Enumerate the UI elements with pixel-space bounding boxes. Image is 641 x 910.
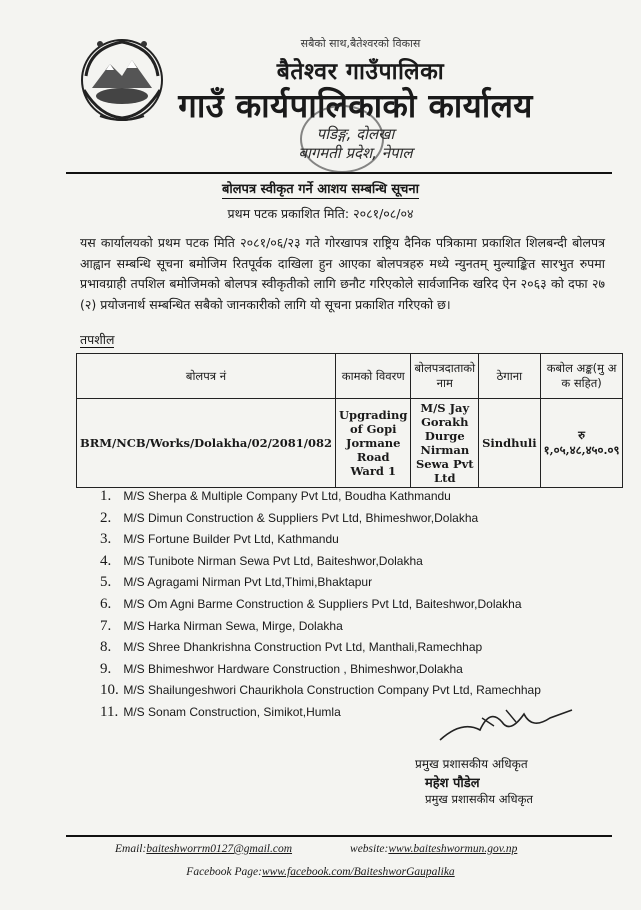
- bidder-list: [100, 486, 620, 724]
- office-name: गाउँ कार्यपालिकाको कार्यालय: [178, 86, 533, 125]
- list-item: 9. M/S Bhimeshwor Hardware Construction , Bhimeshwor,Dolakha: [100, 660, 463, 677]
- facebook-label: Facebook Page:: [186, 866, 262, 878]
- email-label: Email:: [115, 843, 147, 855]
- list-item: 10. M/S Shailungeshwori Chaurikhola Construction Company Pvt Ltd, Ramechhap: [100, 682, 541, 699]
- list-item: 8. M/S Shree Dhankrishna Construction Pvt Ltd, Manthali,Ramechhap: [100, 639, 483, 656]
- footer-contact-line: [115, 843, 517, 855]
- municipality-tagline: सबैको साथ,बैतेश्वरको विकास: [300, 37, 421, 50]
- bid-details-table: [76, 353, 623, 488]
- footer-facebook-line: [0, 866, 641, 878]
- signatory-name: महेश पौडेल: [425, 776, 480, 791]
- notice-title: बोलपत्र स्वीकृत गर्ने आशय सम्बन्धि सूचना: [221, 182, 420, 197]
- signatory-role-handwritten: प्रमुख प्रशासकीय अधिकृत: [415, 757, 528, 771]
- cell-work-description: Upgrading of Gopi Jormane Road Ward 1: [336, 399, 411, 488]
- list-item: 4. M/S Tunibote Nirman Sewa Pvt Ltd, Baiteshwor,Dolakha: [100, 552, 423, 569]
- facebook-link[interactable]: www.facebook.com/BaiteshworGaupalika: [261, 866, 455, 878]
- address-line-2: बागमती प्रदेश, नेपाल: [298, 144, 413, 162]
- website-link[interactable]: www.baiteshwormun.gov.np: [388, 843, 518, 855]
- email-link[interactable]: baiteshworrm0127@gmail.com: [146, 843, 293, 855]
- header-divider: [66, 172, 612, 174]
- header-bidder-name: बोलपत्रदाताको नाम: [411, 354, 479, 399]
- table-header-row: [77, 354, 623, 399]
- header-address: ठेगाना: [479, 354, 541, 399]
- cell-address: Sindhuli: [479, 399, 541, 488]
- address-line-1: पडिङ्ग, दोलखा: [316, 125, 395, 143]
- cell-bid-amount: रु १,०५,४८,४५०.०९: [540, 399, 623, 488]
- header-bid-amount: कबोल अङ्क(मु अ क सहित): [540, 354, 623, 399]
- cell-bidder-name: M/S Jay Gorakh Durge Nirman Sewa Pvt Ltd: [411, 399, 479, 488]
- list-item: 1. M/S Sherpa & Multiple Company Pvt Ltd, Boudha Kathmandu: [100, 488, 451, 504]
- cell-bid-number: BRM/NCB/Works/Dolakha/02/2081/082: [77, 399, 336, 488]
- publication-date: प्रथम पटक प्रकाशित मिति: २०८१/०८/०४: [227, 206, 414, 221]
- list-item: 11. M/S Sonam Construction, Simikot,Humla: [100, 703, 341, 720]
- handwritten-signature: [432, 700, 582, 750]
- header-bid-number: बोलपत्र नं: [77, 354, 336, 399]
- list-item: 6. M/S Om Agni Barme Construction & Suppliers Pvt Ltd, Baiteshwor,Dolakha: [100, 595, 522, 612]
- table-row: [77, 399, 623, 488]
- municipality-name: बैतेश्वर गाउँपालिका: [276, 59, 445, 85]
- details-heading: तपशील: [80, 332, 115, 347]
- footer-divider: [66, 835, 612, 837]
- list-item: 3. M/S Fortune Builder Pvt Ltd, Kathmandu: [100, 531, 339, 548]
- list-item: 7. M/S Harka Nirman Sewa, Mirge, Dolakha: [100, 617, 343, 634]
- signatory-role: प्रमुख प्रशासकीय अधिकृत: [425, 792, 533, 806]
- list-item: 2. M/S Dimun Construction & Suppliers Pvt Ltd, Bhimeshwor,Dolakha: [100, 509, 479, 526]
- notice-body: यस कार्यालयको प्रथम पटक मिति २०८१/०६/२३ गते गोरखापत्र राष्ट्रिय दैनिक पत्रिकामा प्रकाशित शिलबन्दी बोलपत्र आह्वान सम्बन्धि सूचना बमोजिम रितपूर्वक दाखिला हुन आएका बोलपत्रहरु मध्ये न्युनतम् मुल्याङ्कित सारभुत रुपमा प्रभावग्राही तपशिल बमोजिमको बोलपत्र स्वीकृतीको लागि छनौट गरिएकोले सार्वजानिक खरिद ऐन २०६३ को दफा २७ (२) प्रयोजनार्थ सम्बन्धित सबैको जानकारीको लागि यो सूचना प्रकाशित गरिएको छ।: [80, 235, 605, 312]
- header-work-description: कामको विवरण: [336, 354, 411, 399]
- website-label: website:: [350, 843, 389, 855]
- list-item: 5. M/S Agragami Nirman Pvt Ltd,Thimi,Bhaktapur: [100, 574, 373, 591]
